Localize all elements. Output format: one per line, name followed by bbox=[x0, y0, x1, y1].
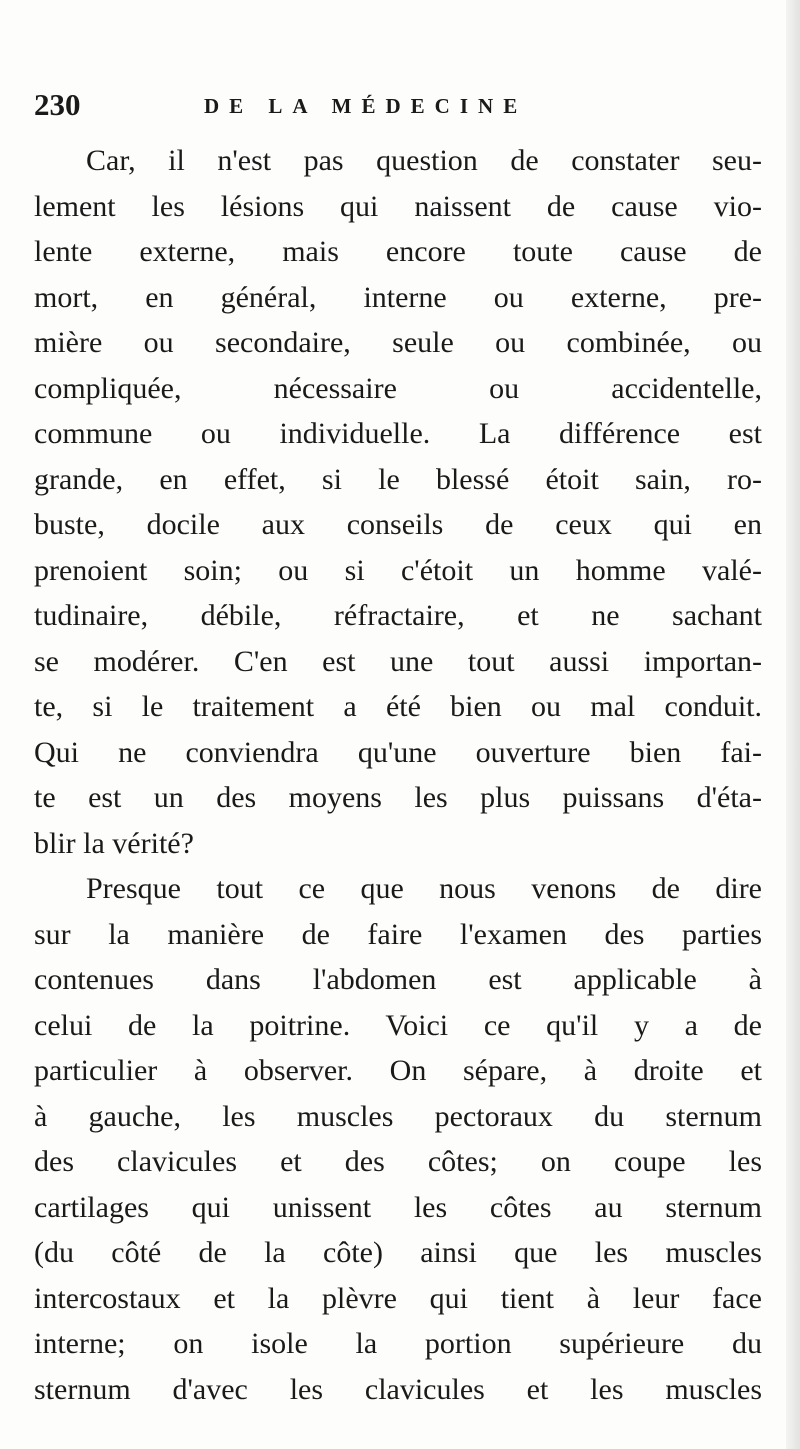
text-line: blir la vérité? bbox=[34, 826, 194, 860]
text-line: te est un des moyens les plus puissans d'éta- bbox=[34, 781, 762, 814]
text-line: mière ou secondaire, seule ou combinée, ou bbox=[34, 326, 762, 359]
text-line: te, si le traitement a été bien ou mal conduit. bbox=[34, 690, 762, 723]
text-line: particulier à observer. On sépare, à droite et bbox=[34, 1054, 762, 1087]
text-line: sur la manière de faire l'examen des parties bbox=[34, 917, 762, 951]
text-line: prenoient soin; ou si c'étoit un homme valé- bbox=[34, 553, 762, 587]
text-line: Car, il n'est pas question de constater seu- bbox=[86, 144, 762, 177]
text-line: se modérer. C'en est une tout aussi importan- bbox=[34, 644, 762, 678]
text-line: interne; on isole la portion supérieure du bbox=[34, 1327, 762, 1360]
text-line: des clavicules et des côtes; on coupe les bbox=[34, 1145, 762, 1178]
text-line: commune ou individuelle. La différence est bbox=[34, 417, 762, 450]
body-text bbox=[34, 138, 762, 1412]
text-line: Presque tout ce que nous venons de dire bbox=[86, 872, 762, 905]
text-line: buste, docile aux conseils de ceux qui en bbox=[34, 508, 762, 541]
text-line: celui de la poitrine. Voici ce qu'il y a de bbox=[34, 1008, 762, 1042]
text-line: à gauche, les muscles pectoraux du sternum bbox=[34, 1099, 762, 1133]
text-line: sternum d'avec les clavicules et les muscles bbox=[34, 1372, 762, 1406]
text-line: cartilages qui unissent les côtes au sternum bbox=[34, 1190, 762, 1224]
text-line: intercostaux et la plèvre qui tient à leur face bbox=[34, 1281, 762, 1315]
text-line: compliquée, nécessaire ou accidentelle, bbox=[34, 371, 762, 405]
text-line: contenues dans l'abdomen est applicable à bbox=[34, 963, 762, 996]
text-line: lement les lésions qui naissent de cause vio- bbox=[34, 189, 762, 223]
page-number: 230 bbox=[34, 87, 81, 122]
text-line: lente externe, mais encore toute cause de bbox=[34, 235, 762, 268]
text-line: (du côté de la côte) ainsi que les muscles bbox=[34, 1236, 762, 1269]
running-title: DE LA MÉDECINE bbox=[204, 94, 528, 118]
text-line: mort, en général, interne ou externe, pre- bbox=[34, 280, 762, 314]
text-line: tudinaire, débile, réfractaire, et ne sachant bbox=[34, 599, 762, 632]
text-line: grande, en effet, si le blessé étoit sain, ro- bbox=[34, 462, 762, 496]
page-edge bbox=[786, 0, 800, 1449]
running-head bbox=[34, 88, 774, 122]
text-line: Qui ne conviendra qu'une ouverture bien fai- bbox=[34, 735, 762, 769]
